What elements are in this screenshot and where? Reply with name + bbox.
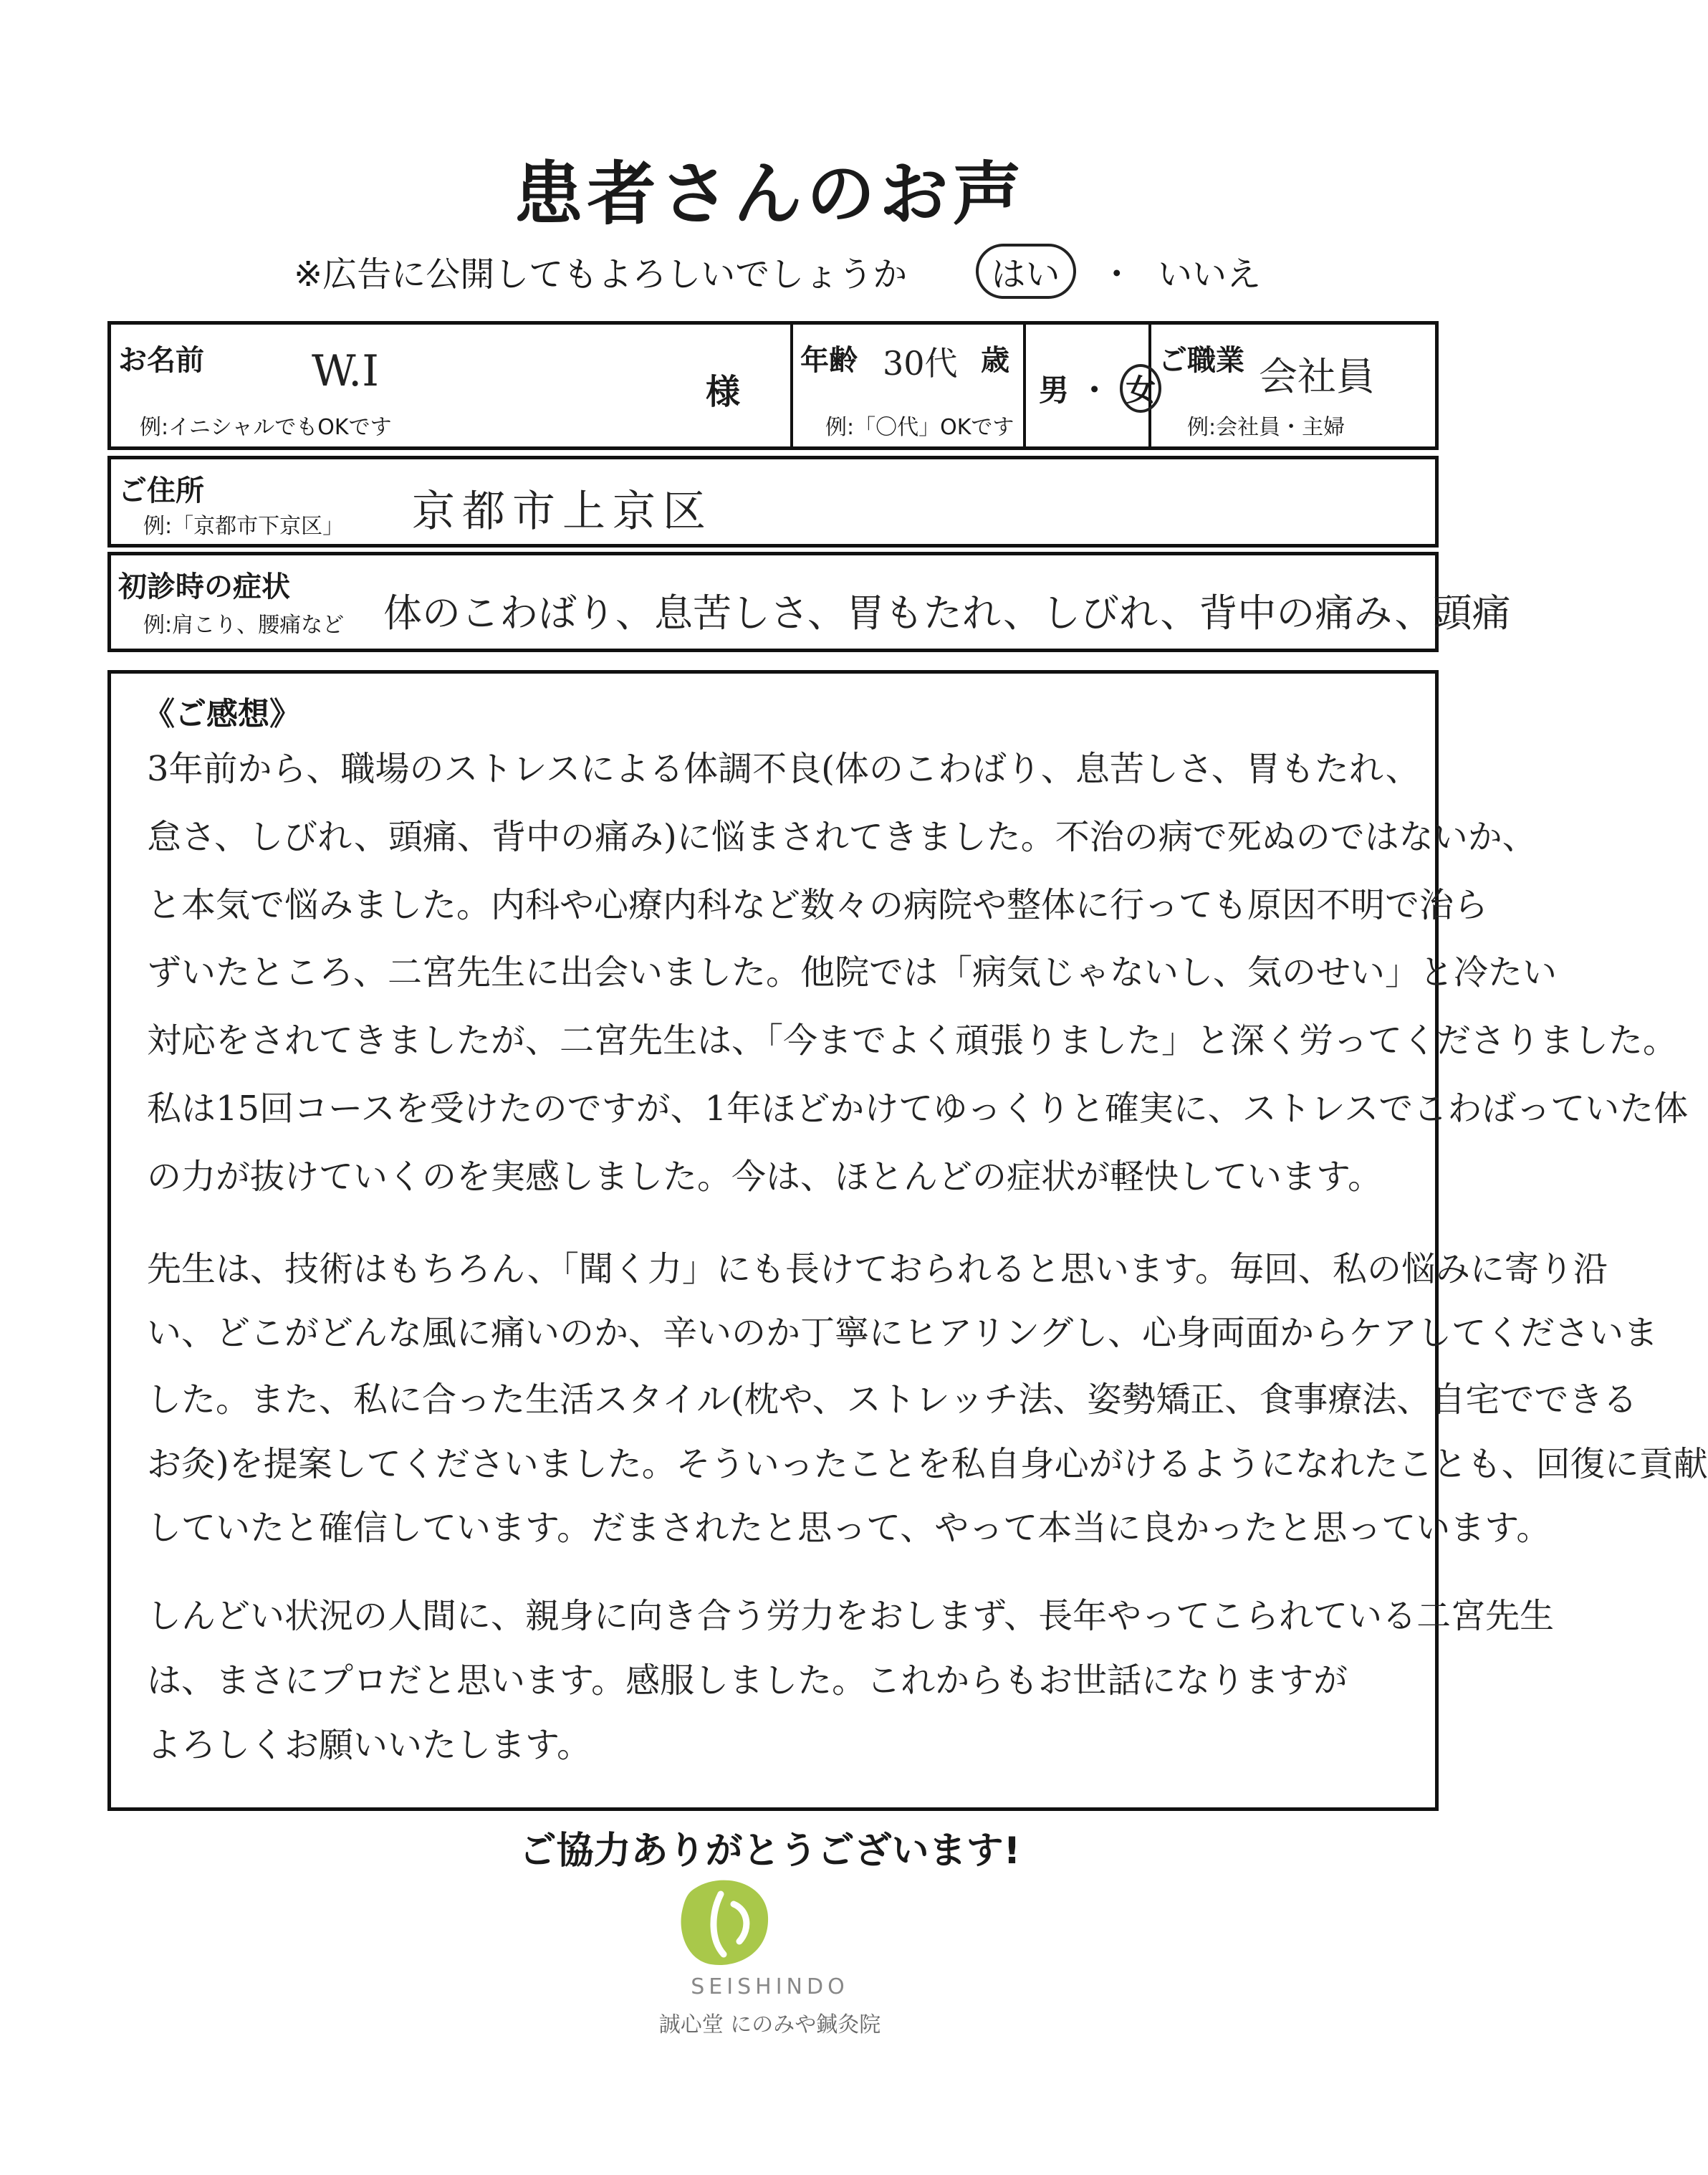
name-suffix: 様	[706, 372, 741, 412]
occupation-value: 会社員	[1259, 354, 1375, 399]
seishindo-logo	[679, 1874, 772, 1971]
address-label: ご住所	[118, 474, 204, 507]
impression-line: しんどい状況の人間に、親身に向き合う労力をおしまず、長年やってこられている二宮先生	[147, 1596, 1555, 1636]
address-value: 京都市上京区	[412, 487, 713, 537]
consent-question: ※広告に公開してもよろしいでしょうか	[294, 254, 908, 295]
impressions-label: 《ご感想》	[143, 696, 301, 732]
impression-line: と本気で悩みました。内科や心療内科など数々の病院や整体に行っても原因不明で治ら	[147, 885, 1489, 925]
clinic-brand-roman: SEISHINDO	[691, 1974, 849, 1999]
name-label: お名前	[118, 344, 204, 377]
impression-line: の力が抜けていくのを実感しました。今は、ほとんどの症状が軽快しています。	[147, 1157, 1383, 1197]
name-cell	[111, 325, 793, 446]
impressions-box	[107, 670, 1708, 1811]
impression-line: していたと確信しています。だまされたと思って、やって本当に良かったと思っています。	[147, 1508, 1551, 1548]
gender-separator: ・	[1079, 373, 1110, 408]
age-cell	[793, 325, 1026, 446]
consent-yes-circled: はい	[976, 244, 1076, 299]
impression-line: は、まさにプロだと思います。感服しました。これからもお世話になりますが	[147, 1660, 1348, 1701]
gender-male: 男	[1039, 373, 1070, 408]
symptoms-example: 例:肩こり、腰痛など	[143, 613, 345, 638]
thanks-message: ご協力ありがとうございます!	[519, 1830, 1021, 1873]
impression-line: よろしくお願いいたします。	[147, 1725, 592, 1765]
gender-female-circled: 女	[1120, 364, 1161, 413]
address-example: 例:「京都市下京区」	[143, 514, 345, 539]
occupation-cell	[1151, 325, 1435, 446]
consent-no: いいえ	[1158, 254, 1262, 295]
impression-line: 怠さ、しびれ、頭痛、背中の痛み)に悩まされてきました。不治の病で死ぬのではないか、	[147, 817, 1537, 857]
info-row-symptoms	[107, 552, 1511, 652]
name-example: 例:イニシャルでもOKです	[140, 415, 392, 440]
impression-line: ずいたところ、二宮先生に出会いました。他院では「病気じゃないし、気のせい」と冷たい	[147, 952, 1558, 993]
impression-line: した。また、私に合った生活スタイル(枕や、ストレッチ法、姿勢矯正、食事療法、自宅でできる	[147, 1380, 1638, 1420]
symptoms-value: 体のこわばり、息苦しさ、胃もたれ、しびれ、背中の痛み、頭痛	[383, 591, 1511, 636]
page-title: 患者さんのお声	[514, 154, 1026, 234]
consent-separator: ・	[1099, 254, 1134, 295]
occupation-example: 例:会社員・主婦	[1187, 415, 1345, 440]
gender-options	[1039, 364, 1161, 413]
impression-line: お灸)を提案してくださいました。そういったことを私自身心がけるようになれたことも、回復に貢献	[147, 1444, 1708, 1484]
impression-line: 先生は、技術はもちろん、「聞く力」にも長けておられると思います。毎回、私の悩みに寄り沿	[147, 1249, 1608, 1289]
consent-line	[294, 244, 1261, 299]
info-row-name	[107, 321, 1439, 450]
clinic-name: 誠心堂 にのみや鍼灸院	[658, 2012, 881, 2037]
info-row-address	[107, 456, 1439, 548]
symptoms-label: 初診時の症状	[118, 570, 290, 603]
impression-line: 3年前から、職場のストレスによる体調不良(体のこわばり、息苦しさ、胃もたれ、	[147, 749, 1420, 789]
age-example: 例:「〇代」OKです	[825, 415, 1014, 440]
age-suffix: 歳	[981, 344, 1009, 377]
age-label: 年齢	[800, 344, 858, 377]
age-value: 30代	[883, 344, 958, 383]
impression-line: 対応をされてきましたが、二宮先生は、「今までよく頑張りました」と深く労ってくださりました。	[147, 1020, 1678, 1061]
gender-cell	[1026, 325, 1156, 446]
impression-line: 私は15回コースを受けたのですが、1年ほどかけてゆっくりと確実に、ストレスでこわばっていた体	[147, 1089, 1689, 1129]
occupation-label: ご職業	[1158, 344, 1244, 377]
impression-line: い、どこがどんな風に痛いのか、辛いのか丁寧にヒアリングし、心身両面からケアしてくださいま	[147, 1313, 1659, 1353]
name-value: W.I	[312, 346, 379, 396]
